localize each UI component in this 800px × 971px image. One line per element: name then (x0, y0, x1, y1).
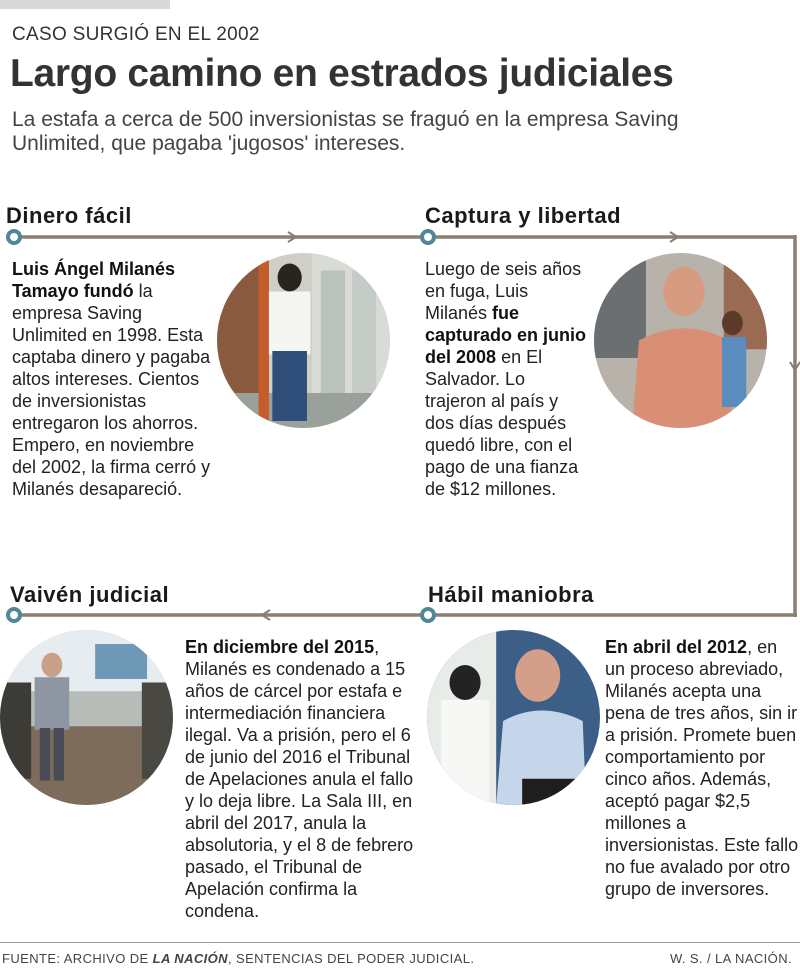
footer-source (2, 951, 474, 966)
photo-man-entering-office (217, 253, 390, 428)
photo-man-captured (594, 253, 767, 428)
text-dinero-facil (12, 258, 217, 500)
footer-credit: W. S. / LA NACIÓN. (669, 951, 792, 966)
heading-habil-maniobra: Hábil maniobra (428, 582, 594, 607)
footer-source-italic: LA NACIÓN (152, 951, 228, 966)
timeline-node (422, 609, 434, 621)
text-habil-bold: En abril del 2012 (605, 637, 748, 657)
text-dinero-bold: Luis Ángel Milanés Tamayo fundó (12, 259, 176, 301)
page-title: Largo camino en estrados judiciales (10, 52, 674, 95)
timeline-node (422, 231, 434, 243)
timeline-node (8, 609, 20, 621)
text-captura-bold: fue capturado en junio del 2008 (425, 303, 587, 367)
footer-source-suffix: , SENTENCIAS DEL PODER JUDICIAL. (227, 951, 475, 966)
text-vaiven-bold: En diciembre del 2015 (185, 637, 375, 657)
text-habil-maniobra (605, 636, 800, 900)
kicker: CASO SURGIÓ EN EL 2002 (12, 24, 260, 45)
text-vaiven-judicial (185, 636, 423, 922)
text-vaiven-rest: , Milanés es condenado a 15 años de cárcel por estafa e intermediación financiera ilegal. Va a prisión, pero el 6 de junio del 2016 el Tribunal de Apelaciones anula el fallo y lo deja libre. La Sala III, en abril del 2017, anula la absolutoria, y el 8 de febrero pasado, el Tribunal de Apelación confirma la condena. (185, 637, 414, 921)
photo-man-processed (427, 630, 600, 805)
footer-divider (0, 942, 800, 943)
text-captura-libertad (425, 258, 587, 500)
heading-dinero-facil: Dinero fácil (6, 203, 132, 228)
heading-captura-libertad: Captura y libertad (425, 203, 622, 228)
lead-paragraph: La estafa a cerca de 500 inversionistas se fraguó en la empresa Saving Unlimited, que pagaba 'jugosos' intereses. (12, 108, 679, 155)
text-habil-rest: , en un proceso abreviado, Milanés acepta una pena de tres años, sin ir a prisión. Promete buen comportamiento por cinco años. Además, aceptó pagar $2,5 millones a inversionistas. Este fallo no fue avalado por otro grupo de inversores. (605, 637, 799, 899)
timeline-node (8, 231, 20, 243)
text-dinero-rest: la empresa Saving Unlimited en 1998. Esta captaba dinero y pagaba altos intereses. Cientos de inversionistas entregaron los ahorros. Empero, en noviembre del 2002, la firma cerró y Milanés desapareció. (12, 281, 211, 499)
heading-vaiven-judicial: Vaivén judicial (10, 582, 170, 607)
text-captura-rest: en El Salvador. Lo trajeron al país y dos días después quedó libre, con el pago de una fianza de $12 millones. (425, 347, 579, 499)
text-captura-pre: Luego de seis años en fuga, Luis Milanés (425, 259, 582, 323)
photo-man-walking (0, 630, 173, 805)
footer-source-prefix: FUENTE: ARCHIVO DE (2, 951, 153, 966)
